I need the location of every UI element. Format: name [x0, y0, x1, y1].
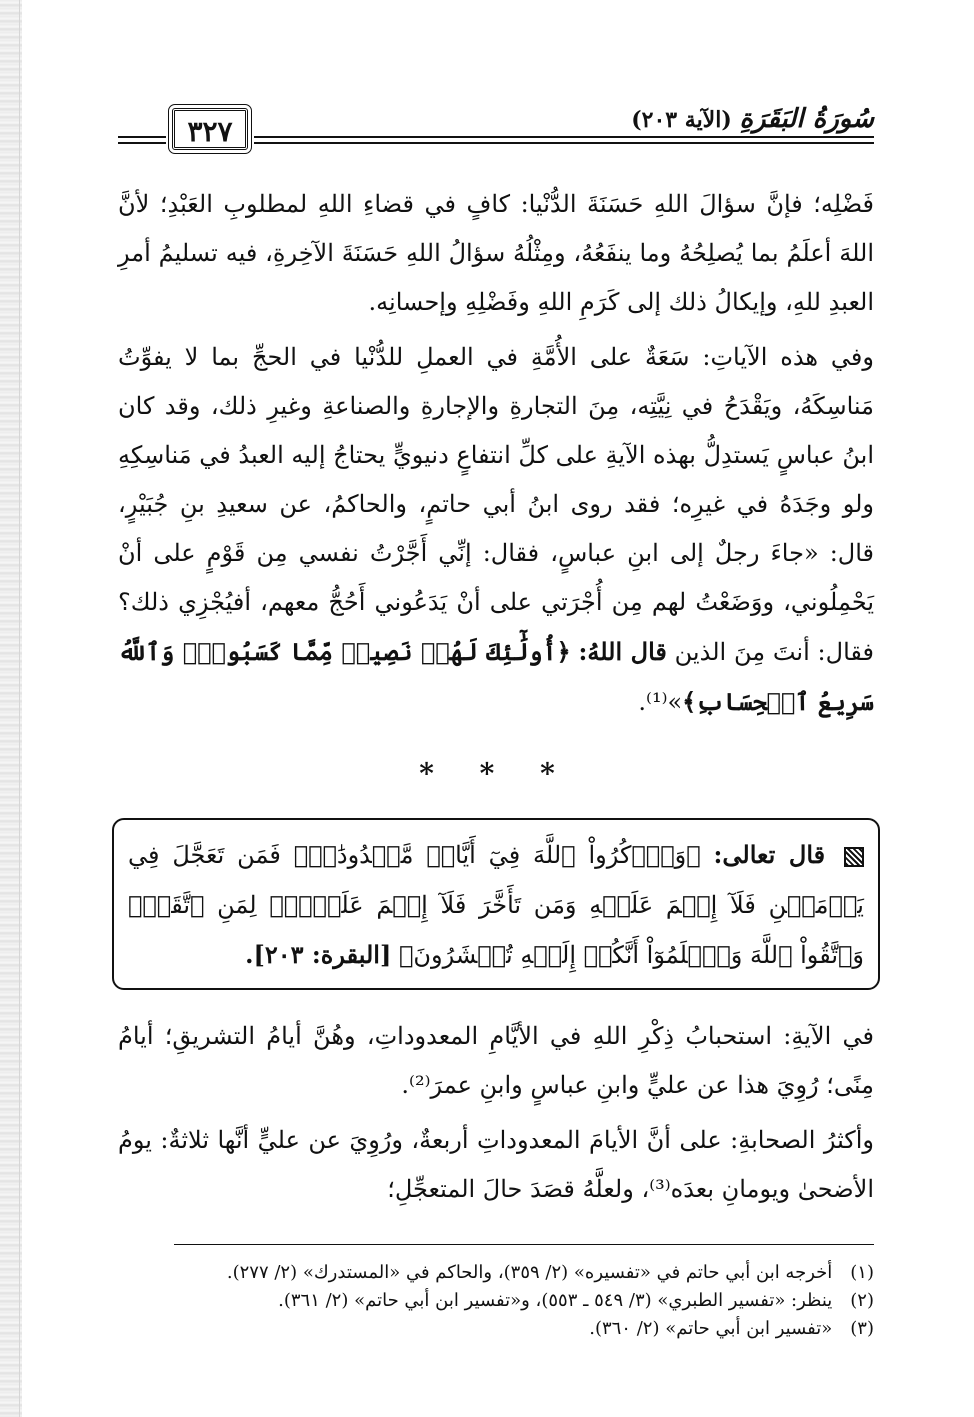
paragraph	[118, 333, 874, 727]
header-rule	[254, 136, 874, 138]
paragraph: فَضْلِه؛ فإنَّ سؤالَ اللهِ حَسَنَةَ الدُّنْيا: كافٍ في قضاءِ اللهِ لمطلوبِ العَبْدِ؛ لأنَّ اللهَ أعلَمُ بما يُصلِحُهُ وما ينفَعُهُ، ومِثْلُهُ سؤالُ اللهِ حَسَنَةَ الآخِرةِ، فيه تسليمُ أمرِ العبدِ للهِ، وإيكالُ ذلك إلى كَرَمِ اللهِ وفَضْلِهِ وإحسانِه.	[118, 190, 874, 316]
paragraph: وأكثرُ الصحابةِ: على أنَّ الأيامَ المعدوداتِ أربعةٌ، ورُوِيَ عن عليٍّ أنَّها ثلاثةٌ: يومُ الأضحىٰ ويومانِ بعدَه⁽³⁾، ولعلَّهُ قصَدَ حالَ المتعجِّلِ؛	[118, 1126, 874, 1203]
verse-body: ﴿وَٱذۡكُرُواْ ٱللَّهَ فِيٓ أَيَّامٖ مَّعۡدُودَٰتٖۚ فَمَن تَعَجَّلَ فِي يَوۡمَيۡنِ فَلَآ إِثۡمَ عَلَيۡهِ وَمَن تَأَخَّرَ فَلَآ إِثۡمَ عَلَيۡهِۖ لِمَنِ ٱتَّقَىٰۗ وَٱتَّقُواْ ٱللَّهَ وَٱعۡلَمُوٓاْ أَنَّكُمۡ إِلَيۡهِ تُحۡشَرُونَ﴾	[128, 841, 864, 969]
footnote-text: أخرجه ابن أبي حاتم في «تفسيره» (٢/ ٣٥٩)، والحاكم في «المستدرك» (٢/ ٢٧٧).	[226, 1262, 833, 1283]
footnote-number: (٢)	[850, 1290, 874, 1311]
scan-edge	[0, 0, 22, 1417]
ornament-icon	[844, 847, 864, 867]
page-header	[118, 96, 874, 160]
section-separator: * * *	[419, 757, 573, 790]
footnote	[118, 1315, 874, 1343]
sura-name: سُورَةُ البَقَرَةِ	[739, 104, 874, 134]
quote-tail: »⁽¹⁾.	[638, 688, 683, 716]
quran-quote: ﴿أُولَٰٓئِكَ لَهُمۡ نَصِيبٞ مِّمَّا كَسَبُواْۚ وَٱللَّهُ سَرِيعُ ٱلۡحِسَابِ﴾	[118, 637, 874, 716]
footnote	[118, 1287, 874, 1315]
header-rule	[118, 136, 166, 138]
quote-lead: قال اللهُ:	[578, 637, 667, 666]
footnote-number: (١)	[850, 1262, 874, 1283]
header-rule	[254, 142, 874, 144]
footnote-number: (٣)	[850, 1318, 874, 1339]
verse-reference: (الآية ٢٠٣)	[631, 107, 732, 133]
running-title	[631, 104, 874, 134]
verse-ref: [البقرة: ٢٠٣].	[245, 940, 392, 969]
footnote	[118, 1259, 874, 1287]
paragraph: في الآيةِ: استحبابُ ذِكْرِ اللهِ في الأيَّامِ المعدوداتِ، وهُنَّ أيامُ التشريقِ؛ أيامُ مِنًى؛ رُوِيَ هذا عن عليٍّ وابنِ عباسٍ وابنِ عمرَ⁽²⁾.	[118, 1022, 874, 1099]
footnote-text: ينظر: «تفسير الطبري» (٣/ ٥٤٩ ـ ٥٥٣)، و«تفسير ابن أبي حاتم» (٢/ ٣٦١).	[278, 1290, 833, 1311]
footnote-text: «تفسير ابن أبي حاتم» (٢/ ٣٦٠).	[589, 1318, 833, 1339]
book-page	[118, 96, 874, 1396]
verse-lead: قال تعالى:	[713, 840, 826, 869]
verse-text	[128, 830, 864, 980]
footnote-rule	[174, 1244, 874, 1245]
verse-box	[112, 818, 880, 990]
paragraph-text: وفي هذه الآياتِ: سَعَةٌ على الأُمَّةِ في العملِ للدُّنْيا في الحجِّ بما لا يفوِّتُ مَناسِكَهُ، ويَقْدَحُ في نِيَّتِه، مِنَ التجارةِ والإجارةِ والصناعةِ وغيرِ ذلك، وقد كان ابنُ عباسٍ يَستدِلُّ بهذه الآيةِ على كلِّ انتفاعٍ دنيويٍّ يحتاجُ إليه العبدُ في مَناسِكِهِ ولو وجَدَهُ في غيرِه؛ فقد روى ابنُ أبي حاتمٍ، والحاكمُ، عن سعيدِ بنِ جُبَيْرٍ، قال: «جاءَ رجلٌ إلى ابنِ عباسٍ، فقال: إنِّي أَجَّرْتُ نفسي مِن قَوْمٍ على أنْ يَحْمِلُوني، ووَضَعْتُ لهم مِن أُجْرَتي على أنْ يَدَعُوني أَحُجُّ معهم، أفيُجْزِي ذلك؟ فقال: أنتَ مِنَ الذين	[118, 343, 874, 666]
page-number: ٣٢٧	[172, 108, 248, 150]
header-rule	[118, 142, 166, 144]
